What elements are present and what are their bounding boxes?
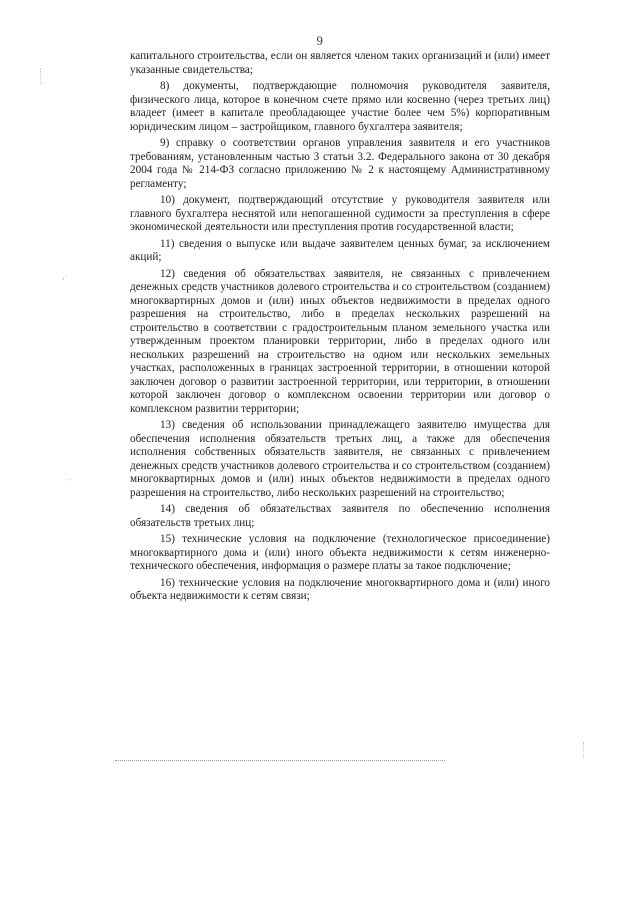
- paragraph-item-13: 13) сведения об использовании принадлежащего заявителю имущества для обеспечения исполнения обязательств третьих лиц, а также для обеспечения исполнения собственных обязательств заявителя, не связанных с привлечением денежных средств участников долевого строительства и со строительством (созданием) многоквартирных домов и (или) иных объектов недвижимости в пределах одного разрешения на строительство, либо нескольких разрешений на строительство;: [130, 419, 550, 499]
- footer-divider: [115, 760, 445, 761]
- paragraph-continuation: капитального строительства, если он является членом таких организаций и (или) имеет указанные свидетельства;: [130, 50, 550, 76]
- scan-edge-specks-left: [40, 68, 42, 84]
- scan-artifact-mark: ,·: [62, 272, 68, 282]
- paragraph-item-15: 15) технические условия на подключение (технологическое присоединение) многоквартирного дома и (или) иного объекта недвижимости к сетям инженерно-технического обеспечения, информация о размере платы за такое подключение;: [130, 533, 550, 572]
- paragraph-item-16: 16) технические условия на подключение многоквартирного дома и (или) иного объекта недвижимости к сетям связи;: [130, 576, 550, 602]
- paragraph-item-8: 8) документы, подтверждающие полномочия руководителя заявителя, физического лица, которое в конечном счете прямо или косвенно (через третьих лиц) владеет (имеет в капитале преобладающее участие более чем 5%) корпоративным юридическим лицом – застройщиком, главного бухгалтера заявителя;: [130, 80, 550, 133]
- paragraph-item-11: 11) сведения о выпуске или выдаче заявителем ценных бумаг, за исключением акций;: [130, 237, 550, 263]
- page-number: 9: [316, 34, 324, 48]
- paragraph-item-12: 12) сведения об обязательствах заявителя, не связанных с привлечением денежных средств участников долевого строительства и со строительством (созданием) многоквартирных домов и (или) иных объектов недвижимости в пределах одного разрешения на строительство, либо в пределах нескольких разрешений на строительство в соответствии с градостроительным планом земельного участка или утвержденным проектом планировки территории, либо в пределах одного или нескольких разрешений на строительство на одном или нескольких земельных участках, расположенных в границах застроенной территории, в отношении которой заключен договор о развитии застроенной территории, или территории, в отношении которой заключен договор о комплексном освоении территории или договор о комплексном развитии территории;: [130, 267, 550, 415]
- paragraph-item-9: 9) справку о соответствии органов управления заявителя и его участников требованиям, установленным частью 3 статьи 3.2. Федерального закона от 30 декабря 2004 года № 214-ФЗ согласно приложению № 2 к настоящему Административному регламенту;: [130, 137, 550, 190]
- paragraph-item-14: 14) сведения об обязательствах заявителя по обеспечению исполнения обязательств третьих лиц;: [130, 503, 550, 529]
- scan-artifact-mark: ·ˑ: [66, 476, 72, 486]
- document-body: [130, 50, 550, 607]
- scan-edge-specks-right: [583, 742, 585, 758]
- paragraph-item-10: 10) документ, подтверждающий отсутствие у руководителя заявителя или главного бухгалтера неснятой или непогашенной судимости за преступления в сфере экономической деятельности или преступления против государственной власти;: [130, 194, 550, 233]
